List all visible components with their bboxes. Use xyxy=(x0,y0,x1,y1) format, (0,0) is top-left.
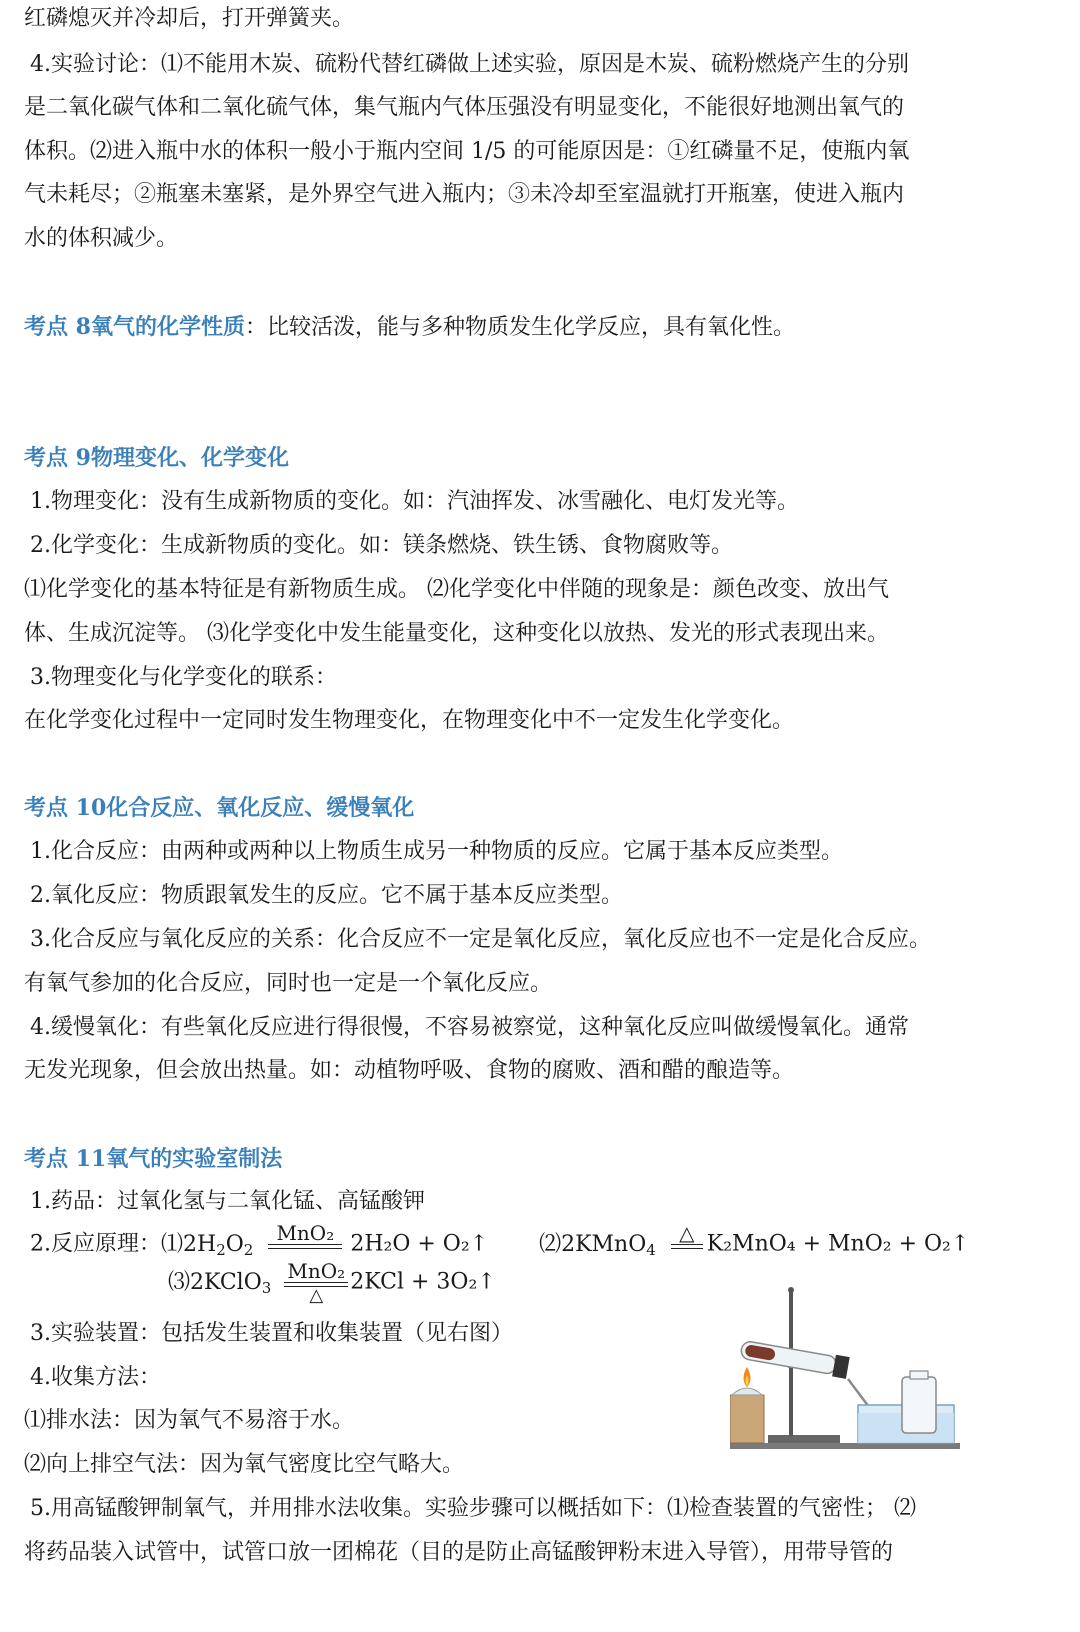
equation-3-right: 2KCl + 3O₂↑ xyxy=(350,1269,496,1295)
text-line: 气未耗尽；②瓶塞未塞紧，是外界空气进入瓶内；③未冷却至室温就打开瓶塞，使进入瓶内 xyxy=(24,182,905,207)
reaction-label: 2.反应原理： xyxy=(30,1231,161,1257)
text-line: 3.实验装置：包括发生装置和收集装置（见右图） xyxy=(30,1321,513,1346)
text-line: 水的体积减少。 xyxy=(24,226,179,251)
reaction-line-2 xyxy=(168,1260,496,1305)
text-line: ⑴排水法：因为氧气不易溶于水。 xyxy=(24,1408,355,1433)
section-title: 物理变化、化学变化 xyxy=(90,445,289,471)
text-line: 5.用高锰酸钾制氧气，并用排水法收集。实验步骤可以概括如下：⑴检查装置的气密性； ⑵ xyxy=(30,1496,916,1521)
text-line: 1.化合反应：由两种或两种以上物质生成另一种物质的反应。它属于基本反应类型。 xyxy=(30,839,843,864)
equation-2-left: ⑵2KMnO$_4$ xyxy=(539,1231,656,1259)
equation-2-right: K₂MnO₄ + MnO₂ + O₂↑ xyxy=(706,1231,970,1257)
wood-block xyxy=(730,1395,764,1443)
section-number: 考点 8 xyxy=(24,314,91,340)
text-line: 4.实验讨论：⑴不能用木炭、硫粉代替红磷做上述实验，原因是木炭、硫粉燃烧产生的分别 xyxy=(30,52,909,77)
section-title: 化合反应、氧化反应、缓慢氧化 xyxy=(106,795,415,821)
equation-3-condition: MnO₂ △ xyxy=(284,1260,348,1305)
section-title: 氧气的化学性质 xyxy=(90,314,245,340)
text-line: 4.收集方法： xyxy=(30,1365,161,1390)
section-title: 氧气的实验室制法 xyxy=(106,1146,283,1172)
equation-3-left: ⑶2KClO$_3$ xyxy=(168,1269,272,1297)
text-line: 体、生成沉淀等。 ⑶化学变化中发生能量变化，这种变化以放热、发光的形式表现出来。 xyxy=(24,621,889,646)
section-number: 考点 10 xyxy=(24,795,107,821)
equation-1-right: 2H₂O + O₂↑ xyxy=(350,1231,489,1257)
equation-1-condition: MnO₂ xyxy=(268,1222,342,1267)
section-kd9-heading xyxy=(24,447,289,470)
text-line: 1.物理变化：没有生成新物质的变化。如：汽油挥发、冰雪融化、电灯发光等。 xyxy=(30,489,799,514)
oxygen-apparatus-illustration xyxy=(730,1285,960,1465)
section-number: 考点 9 xyxy=(24,445,91,471)
text-line: 有氧气参加的化合反应，同时也一定是一个氧化反应。 xyxy=(24,971,553,996)
text-line: ⑵向上排空气法：因为氧气密度比空气略大。 xyxy=(24,1452,465,1477)
text-line: 红磷熄灭并冷却后，打开弹簧夹。 xyxy=(24,6,355,31)
text-line: 无发光现象，但会放出热量。如：动植物呼吸、食物的腐败、酒和醋的酿造等。 xyxy=(24,1058,795,1083)
text-line: 将药品装入试管中，试管口放一团棉花（目的是防止高锰酸钾粉末进入导管），用带导管的 xyxy=(24,1540,894,1565)
text-line: 体积。⑵进入瓶中水的体积一般小于瓶内空间 1/5 的可能原因是：①红磷量不足，使瓶内氧 xyxy=(24,139,910,164)
section-kd11-heading xyxy=(24,1148,282,1171)
base-board xyxy=(730,1443,960,1449)
text-line: 4.缓慢氧化：有些氧化反应进行得很慢，不容易被察觉，这种氧化反应叫做缓慢氧化。通常 xyxy=(30,1015,909,1040)
text-line: 在化学变化过程中一定同时发生物理变化，在物理变化中不一定发生化学变化。 xyxy=(24,708,795,733)
text-line: 2.化学变化：生成新物质的变化。如：镁条燃烧、铁生锈、食物腐败等。 xyxy=(30,533,733,558)
section-text: ：比较活泼，能与多种物质发生化学反应，具有氧化性。 xyxy=(244,315,795,340)
section-number: 考点 11 xyxy=(24,1146,107,1172)
alcohol-lamp xyxy=(732,1388,762,1395)
section-kd8 xyxy=(24,316,795,339)
test-tube xyxy=(740,1338,850,1378)
text-line: 2.氧化反应：物质跟氧发生的反应。它不属于基本反应类型。 xyxy=(30,883,623,908)
text-line: ⑴化学变化的基本特征是有新物质生成。 ⑵化学变化中伴随的现象是：颜色改变、放出气 xyxy=(24,577,889,602)
text-line: 3.物理变化与化学变化的联系： xyxy=(30,665,337,690)
collecting-bottle xyxy=(902,1377,936,1433)
text-line: 1.药品：过氧化氢与二氧化锰、高锰酸钾 xyxy=(30,1189,425,1214)
text-line: 是二氧化碳气体和二氧化硫气体，集气瓶内气体压强没有明显变化，不能很好地测出氧气的 xyxy=(24,95,905,120)
equation-2-condition: △ xyxy=(671,1222,703,1267)
text-line: 3.化合反应与氧化反应的关系：化合反应不一定是氧化反应，氧化反应也不一定是化合反应。 xyxy=(30,927,931,952)
stand-base xyxy=(768,1435,840,1443)
section-kd10-heading xyxy=(24,797,414,820)
equation-1-left: $⑴2H_2O_2$ xyxy=(161,1231,254,1259)
